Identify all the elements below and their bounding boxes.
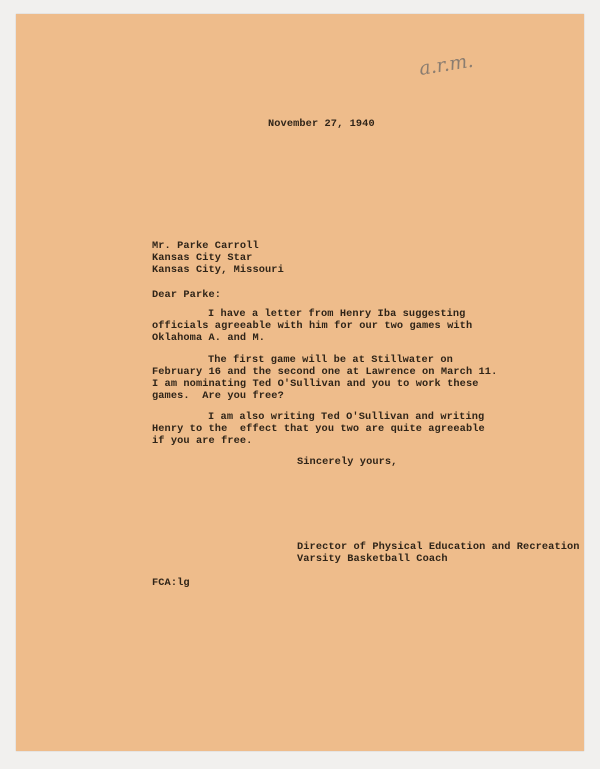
salutation: Dear Parke: <box>152 289 222 301</box>
paragraph-2-line: I am nominating Ted O'Sullivan and you to work these <box>152 378 479 390</box>
paragraph-2-line: February 16 and the second one at Lawrence on March 11. <box>152 366 498 378</box>
signature-title: Director of Physical Education and Recreation <box>297 541 580 553</box>
recipient-city: Kansas City, Missouri <box>152 264 284 276</box>
paragraph-3-line: I am also writing Ted O'Sullivan and writing <box>208 411 485 423</box>
paragraph-1-line: officials agreeable with him for our two games with <box>152 320 473 332</box>
paragraph-2-line: games. Are you free? <box>152 390 284 402</box>
paragraph-3-line: if you are free. <box>152 435 253 447</box>
paragraph-1-line: Oklahoma A. and M. <box>152 332 266 344</box>
letter-date: November 27, 1940 <box>268 118 375 130</box>
closing: Sincerely yours, <box>297 456 398 468</box>
handwritten-annotation: a.r.m. <box>417 49 475 80</box>
recipient-company: Kansas City Star <box>152 252 253 264</box>
paragraph-2-line: The first game will be at Stillwater on <box>208 354 453 366</box>
paragraph-3-line: Henry to the effect that you two are quite agreeable <box>152 423 485 435</box>
recipient-name: Mr. Parke Carroll <box>152 240 259 252</box>
signature-title: Varsity Basketball Coach <box>297 553 448 565</box>
typist-initials: FCA:lg <box>152 577 190 589</box>
paragraph-1-line: I have a letter from Henry Iba suggesting <box>208 308 466 320</box>
